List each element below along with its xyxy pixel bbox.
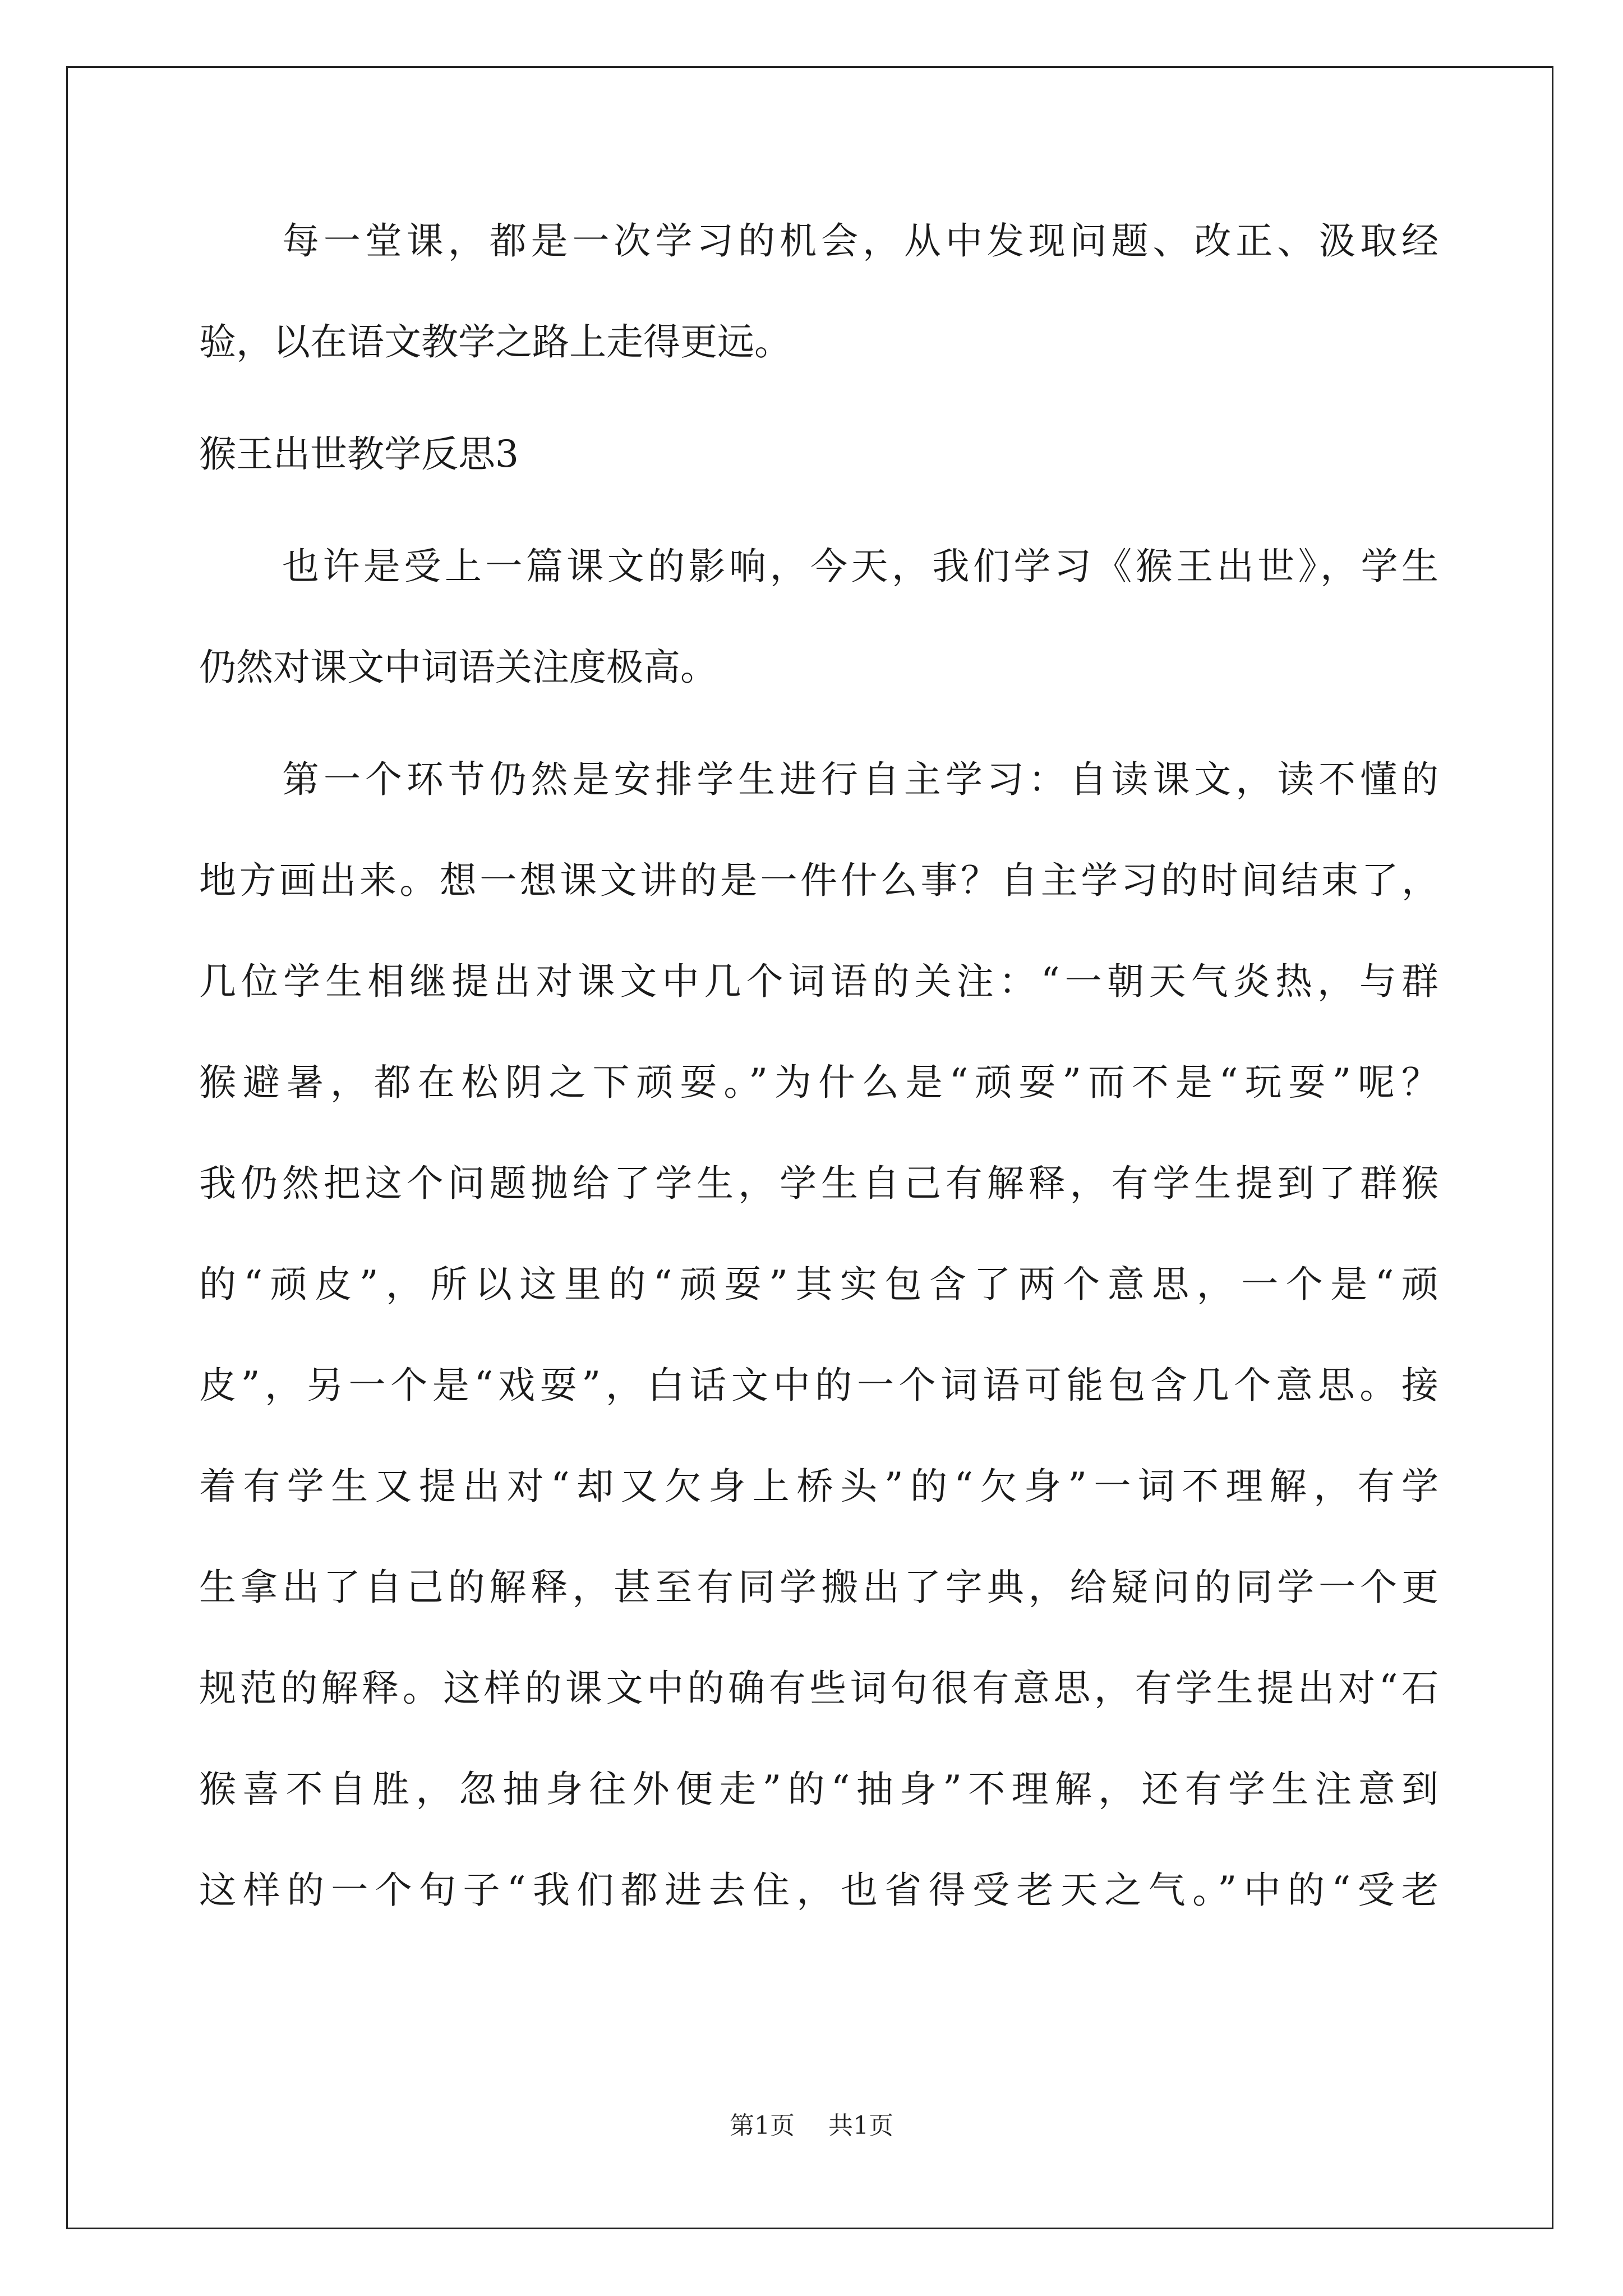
paragraph-line: 的“顽皮”，所以这里的“顽耍”其实包含了两个意思，一个是“顽 bbox=[199, 1263, 1438, 1306]
paragraph-line: 验，以在语文教学之路上走得更远。 bbox=[199, 320, 791, 364]
paragraph-line: 着有学生又提出对“却又欠身上桥头”的“欠身”一词不理解，有学 bbox=[199, 1465, 1438, 1508]
section-heading: 猴王出世教学反思3 bbox=[199, 432, 519, 476]
page-total: 共1页 bbox=[828, 2111, 893, 2140]
paragraph-line: 皮”，另一个是“戏耍”，白话文中的一个词语可能包含几个意思。接 bbox=[199, 1364, 1438, 1407]
paragraph-line: 第一个环节仍然是安排学生进行自主学习：自读课文，读不懂的 bbox=[282, 758, 1438, 801]
paragraph-line: 我仍然把这个问题抛给了学生，学生自己有解释，有学生提到了群猴 bbox=[199, 1162, 1438, 1205]
page-number: 第1页 bbox=[730, 2111, 795, 2140]
paragraph-line: 规范的解释。这样的课文中的确有些词句很有意思，有学生提出对“石 bbox=[199, 1667, 1438, 1710]
page-footer bbox=[0, 2109, 1623, 2143]
paragraph-line: 猴避暑，都在松阴之下顽耍。”为什么是“顽耍”而不是“玩耍”呢？ bbox=[199, 1061, 1438, 1104]
paragraph-line: 仍然对课文中词语关注度极高。 bbox=[199, 646, 717, 689]
paragraph-line: 地方画出来。想一想课文讲的是一件什么事？自主学习的时间结束了， bbox=[199, 859, 1438, 902]
paragraph-line: 生拿出了自己的解释，甚至有同学搬出了字典，给疑问的同学一个更 bbox=[199, 1566, 1438, 1609]
paragraph-line: 这样的一个句子“我们都进去住，也省得受老天之气。”中的“受老 bbox=[199, 1869, 1438, 1912]
paragraph-line: 也许是受上一篇课文的影响，今天，我们学习《猴王出世》，学生 bbox=[282, 545, 1438, 588]
paragraph-line: 猴喜不自胜，忽抽身往外便走”的“抽身”不理解，还有学生注意到 bbox=[199, 1768, 1438, 1811]
paragraph-line: 几位学生相继提出对课文中几个词语的关注：“一朝天气炎热，与群 bbox=[199, 960, 1438, 1003]
paragraph-line: 每一堂课，都是一次学习的机会，从中发现问题、改正、汲取经 bbox=[282, 219, 1438, 263]
